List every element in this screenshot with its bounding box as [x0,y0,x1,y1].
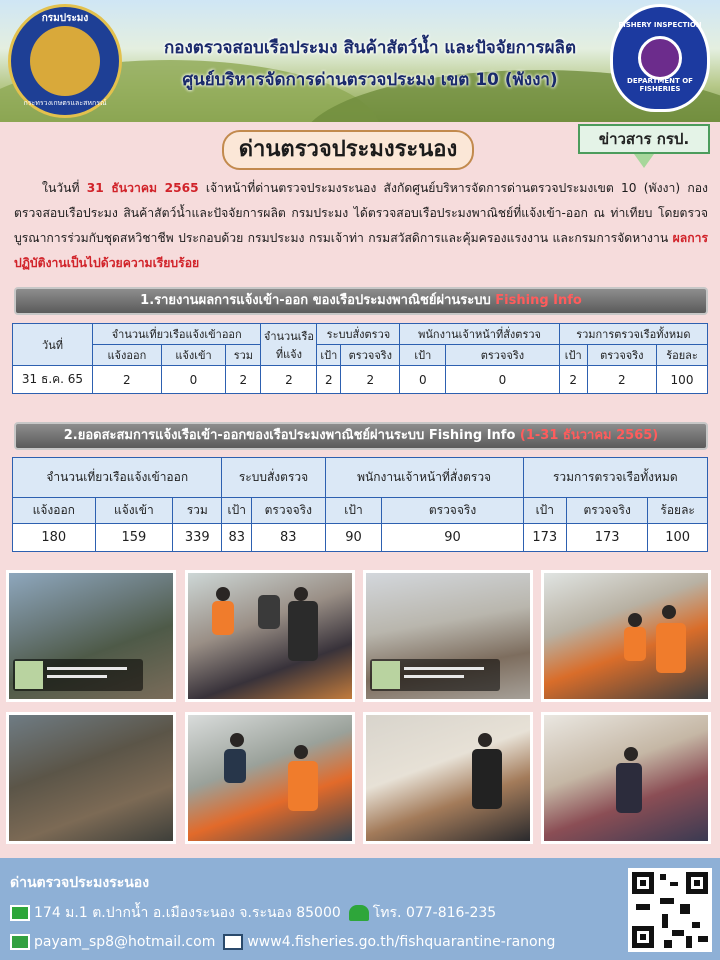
section2-title-bar [14,422,708,450]
location-icon [10,905,30,921]
inspection-photo [541,570,711,702]
header-banner [0,0,720,122]
table-cell: 2 [587,366,656,394]
table-cell: 2 [317,366,341,394]
table-subheader: ตรวจจริง [567,498,648,524]
table-header: รวมการตรวจเรือทั้งหมด [523,458,707,498]
table-cell: 90 [382,524,523,552]
computer-icon [223,934,243,950]
section2-title: 2.ยอดสะสมการแจ้งเรือเข้า-ออกของเรือประมงพาณิชย์ผ่านระบบ Fishing Info [63,428,520,443]
inspection-photo [6,570,176,702]
header-title-line2: ศูนย์บริหารจัดการด่านตรวจประมง เขต 10 (พังงา) [182,70,558,90]
table-header: พนักงานเจ้าหน้าที่สั่งตรวจ [400,324,559,345]
section1-title-bar [14,287,708,315]
table-subheader: ตรวจจริง [382,498,523,524]
table-cell: 0 [161,366,226,394]
para-body: เจ้าหน้าที่ด่านตรวจประมงระนอง สังกัดศูนย์บริหารจัดการด่านตรวจประมงเขต 10 (พังงา) กองตรวจสอบเรือประมง สินค้าสัตว์น้ำและปัจจัยการผลิต กรมประมง ได้ตรวจสอบเรือประมงพาณิชย์ที่แจ้งเข้า-ออก ณ ท่าเทียบ โดยตรวจบูรณาการร่วมกับชุดสหวิชาชีพ ประกอบด้วย กรมประมง กรมเจ้าท่า กรมสวัสดิการและคุ้มครองแรงงาน และกรมการจัดหางาน [14,181,708,245]
gps-stamp [13,659,143,691]
table-subheader: เป้า [523,498,566,524]
logo-left-bottom-text: กระทรวงเกษตรและสหกรณ์ [23,99,107,107]
contact-footer [0,858,720,960]
email-icon [10,934,30,950]
table-subheader: แจ้งออก [93,345,162,366]
table-header: จำนวนเที่ยวเรือแจ้งเข้าออก [93,324,261,345]
para-intro: ในวันที่ [42,181,87,195]
section1-title-accent: Fishing Info [495,293,582,308]
footer-website[interactable]: www4.fisheries.go.th/fishquarantine-ranong [247,934,556,950]
table-header: พนักงานเจ้าหน้าที่สั่งตรวจ [325,458,523,498]
table-subheader: เป้า [325,498,382,524]
table-subheader: ตรวจจริง [252,498,326,524]
table-header: จำนวนเที่ยวเรือแจ้งเข้าออก [13,458,222,498]
table-header: วันที่ [13,324,93,366]
table-cell: 2 [341,366,400,394]
footer-online-line [10,934,555,950]
table-subheader: ร้อยละ [648,498,708,524]
table-subheader: ร้อยละ [657,345,708,366]
table-subheader: รวม [226,345,261,366]
anchor-emblem-icon [638,36,682,80]
section2-title-accent: (1-31 ธันวาคม 2565) [519,428,659,443]
table-cell: 173 [567,524,648,552]
table-subheader: แจ้งออก [13,498,96,524]
inspection-photo [185,570,355,702]
table-subheader: รวม [173,498,222,524]
footer-org-name: ด่านตรวจประมงระนอง [10,875,150,891]
table-cell: 180 [13,524,96,552]
qr-code[interactable] [628,868,712,952]
table-row [13,524,708,552]
inspection-photo [6,712,176,844]
inspection-photo [363,712,533,844]
daily-report-table [12,323,708,394]
table-subheader: ตรวจจริง [587,345,656,366]
table-cell: 159 [95,524,173,552]
table-header: จำนวนเรือที่แจ้ง [261,324,317,366]
phone-icon [349,905,369,921]
table-header: รวมการตรวจเรือทั้งหมด [559,324,707,345]
fishery-inspection-logo [600,4,716,116]
table-subheader: ตรวจจริง [446,345,559,366]
table-subheader: แจ้งเข้า [95,498,173,524]
table-header: ระบบสั่งตรวจ [317,324,400,345]
footer-contact-line [10,902,496,924]
logo-left-top-text: กรมประมง [41,13,89,24]
inspection-photo [363,570,533,702]
table-subheader: เป้า [317,345,341,366]
department-of-fisheries-logo [8,4,122,118]
table-cell: 90 [325,524,382,552]
table-cell: 2 [226,366,261,394]
emblem-icon [30,26,100,96]
table-cell: 83 [222,524,252,552]
table-subheader: เป้า [222,498,252,524]
table-cell: 0 [446,366,559,394]
header-title-line1: กองตรวจสอบเรือประมง สินค้าสัตว์น้ำ และปัจจัยการผลิต [163,38,577,58]
table-subheader: ตรวจจริง [341,345,400,366]
footer-email[interactable]: payam_sp8@hotmail.com [34,934,216,950]
para-date: 31 ธันวาคม 2565 [86,181,199,195]
news-paragraph [14,176,708,276]
para-result: ผลการปฏิบัติงานเป็นไปด้วยความเรียบร้อย [14,231,708,270]
table-cell: 100 [648,524,708,552]
section1-title: 1.รายงานผลการแจ้งเข้า-ออก ของเรือประมงพาณิชย์ผ่านระบบ [140,293,496,308]
inspection-photo [541,712,711,844]
inspection-photo [185,712,355,844]
table-row [13,366,708,394]
table-subheader: เป้า [559,345,587,366]
shield-icon [610,4,710,112]
table-cell: 2 [93,366,162,394]
page-title: ด่านตรวจประมงระนอง [222,130,474,170]
logo-right-bottom-text: DEPARTMENT OF FISHERIES [627,77,693,93]
table-header: ระบบสั่งตรวจ [222,458,325,498]
news-tag: ข่าวสาร กรป. [578,124,710,154]
table-cell: 83 [252,524,326,552]
table-cell: 339 [173,524,222,552]
table-subheader: แจ้งเข้า [161,345,226,366]
table-subheader: เป้า [400,345,446,366]
table-cell: 0 [400,366,446,394]
down-arrow-icon [634,154,654,168]
table-cell: 31 ธ.ค. 65 [13,366,93,394]
footer-address: 174 ม.1 ต.ปากน้ำ อ.เมืองระนอง จ.ระนอง 85000 [34,905,341,921]
logo-right-top-text: FISHERY INSPECTION [618,21,702,29]
table-cell: 2 [261,366,317,394]
table-cell: 2 [559,366,587,394]
footer-phone: โทร. 077-816-235 [372,905,497,921]
table-cell: 100 [657,366,708,394]
gps-stamp [370,659,500,691]
table-cell: 173 [523,524,566,552]
cumulative-report-table [12,457,708,552]
